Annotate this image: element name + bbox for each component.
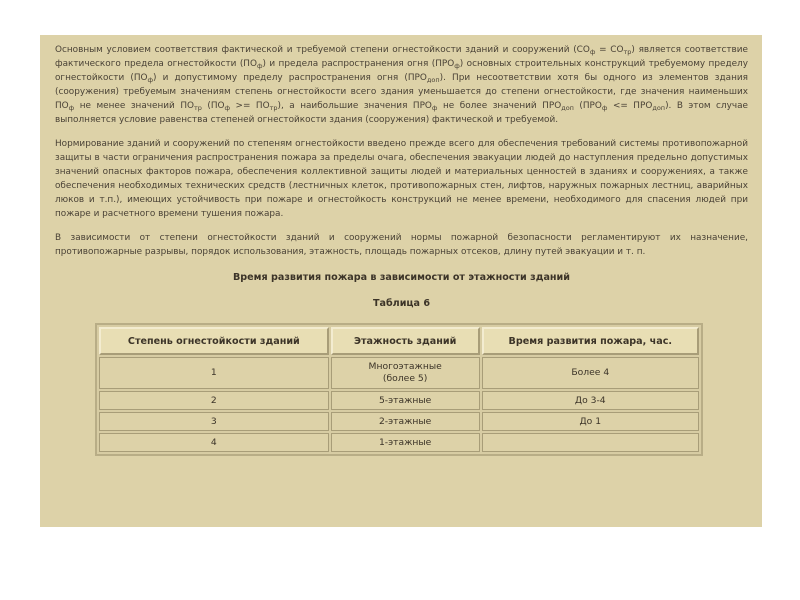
header-floors: Этажность зданий xyxy=(331,327,480,355)
table-header-row xyxy=(99,327,699,355)
table-label: Таблица 6 xyxy=(372,298,431,309)
table-row xyxy=(99,433,699,452)
cell-floors: Многоэтажные (более 5) xyxy=(331,357,480,389)
table-row xyxy=(99,412,699,431)
table-row xyxy=(99,391,699,410)
cell-time: Более 4 xyxy=(482,357,699,389)
table-row xyxy=(99,357,699,389)
paragraph-fire-resistance-condition: Основным условием соответствия фактической и требуемой степени огнестойкости зданий и сооружений $(СО_ф = СО_{тр})$ является соответствие фактического предела огнестойкости $(ПО_ф)$ и предела распространения огня $(ПРО_ф)$ основных строительных конструкций требуемому пределу огнестойкости $(ПО_ф)$ и допустимому пределу распространения огня $(ПРО_{доп})$. При несоответствии хотя бы одного из элементов здания (сооружения) требуемым значениям степень огнестойкости всего здания уменьшается до степени огнестойкости, где значения наименьших $ПО_ф$ не менее значений $ПО_{тр}$ $(ПО_ф >= ПО_{тр})$, а наибольшие значения $ПРО_ф$ не более значений $ПРО_{доп}$ $(ПРО_ф <= ПРО_{доп})$. В этом случае выполняется условие равенства степеней огнестойкости здания (сооружения) фактической и требуемой. xyxy=(55,45,749,125)
cell-floors: 2-этажные xyxy=(331,412,480,431)
cell-degree: 4 xyxy=(99,433,329,452)
cell-floors: 5-этажные xyxy=(331,391,480,410)
cell-degree: 3 xyxy=(99,412,329,431)
table-title: Время развития пожара в зависимости от этажности зданий xyxy=(232,272,570,283)
paragraph-regulations: В зависимости от степени огнестойкости зданий и сооружений нормы пожарной безопасности регламентируют их назначение, противопожарные разрывы, порядок использования, этажность, площадь пожарных отсеков, длину путей эвакуации и т. п. xyxy=(55,233,748,257)
cell-time: До 3-4 xyxy=(482,391,699,410)
paragraph-normalization: Нормирование зданий и сооружений по степеням огнестойкости введено прежде всего для обеспечения требований системы противопожарной защиты в части ограничения распространения пожара за пределы очага, обеспечения эвакуации людей до наступления предельно допустимых значений опасных факторов пожара, обеспечения коллективной защиты людей и материальных ценностей в зданиях и сооружениях, а также обеспечения необходимых технических средств (лестничных клеток, противопожарных стен, лифтов, наружных пожарных лестниц, аварийных люков и т.п.), имеющих устойчивость при пожаре и огнестойкость конструкций не менее времени, необходимого для спасения людей при пожаре и расчетного времени тушения пожара. xyxy=(55,139,748,219)
cell-degree: 2 xyxy=(99,391,329,410)
cell-floors: 1-этажные xyxy=(331,433,480,452)
header-degree: Степень огнестойкости зданий xyxy=(99,327,329,355)
cell-time: До 1 xyxy=(482,412,699,431)
cell-degree: 1 xyxy=(99,357,329,389)
cell-time xyxy=(482,433,699,452)
header-time: Время развития пожара, час. xyxy=(482,327,699,355)
content-panel xyxy=(40,35,762,527)
fire-development-table xyxy=(95,323,703,456)
